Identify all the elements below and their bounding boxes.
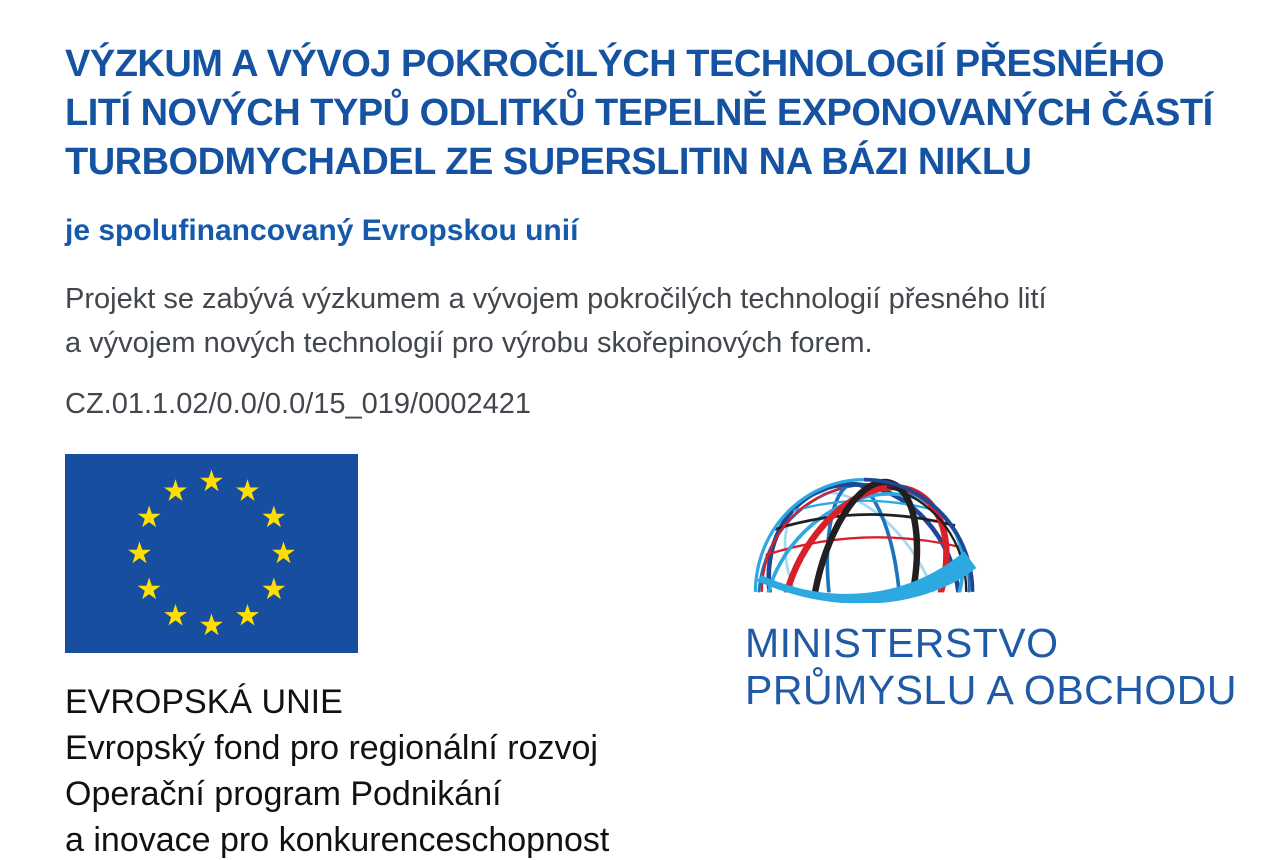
project-title-line-2: LITÍ NOVÝCH TYPŮ ODLITKŮ TEPELNĚ EXPONOVANÝCH ČÁSTÍ (65, 92, 1213, 134)
ministry-block (745, 454, 1240, 860)
project-description-line-2: a vývojem nových technologií pro výrobu skořepinových forem. (65, 327, 873, 359)
ministry-name (745, 620, 1240, 714)
ministry-name-line-1: MINISTERSTVO (745, 620, 1059, 666)
eu-block (65, 454, 745, 860)
mpo-globe-logo (749, 474, 979, 603)
project-title-line-1: VÝZKUM A VÝVOJ POKROČILÝCH TECHNOLOGIÍ PŘESNÉHO (65, 43, 1165, 85)
logos-row (65, 454, 1237, 860)
project-title-line-3: TURBODMYCHADEL ZE SUPERSLITIN NA BÁZI NIKLU (65, 141, 1032, 183)
project-title (65, 40, 1230, 187)
eu-flag-logo (65, 454, 358, 653)
eu-caption-line-2: Evropský fond pro regionální rozvoj (65, 729, 598, 767)
eu-caption-line-4: a inovace pro konkurenceschopnost (65, 821, 610, 859)
project-code: CZ.01.1.02/0.0/0.0/15_019/0002421 (65, 388, 531, 420)
eu-caption-line-3: Operační program Podnikání (65, 775, 502, 813)
ministry-name-line-2: PRŮMYSLU A OBCHODU (745, 667, 1237, 713)
cofinancing-statement: je spolufinancovaný Evropskou unií (65, 214, 579, 247)
project-description (65, 277, 1230, 365)
eu-caption (65, 679, 745, 860)
project-description-line-1: Projekt se zabývá výzkumem a vývojem pokročilých technologií přesného lití (65, 283, 1047, 315)
eu-caption-line-1: EVROPSKÁ UNIE (65, 683, 343, 721)
